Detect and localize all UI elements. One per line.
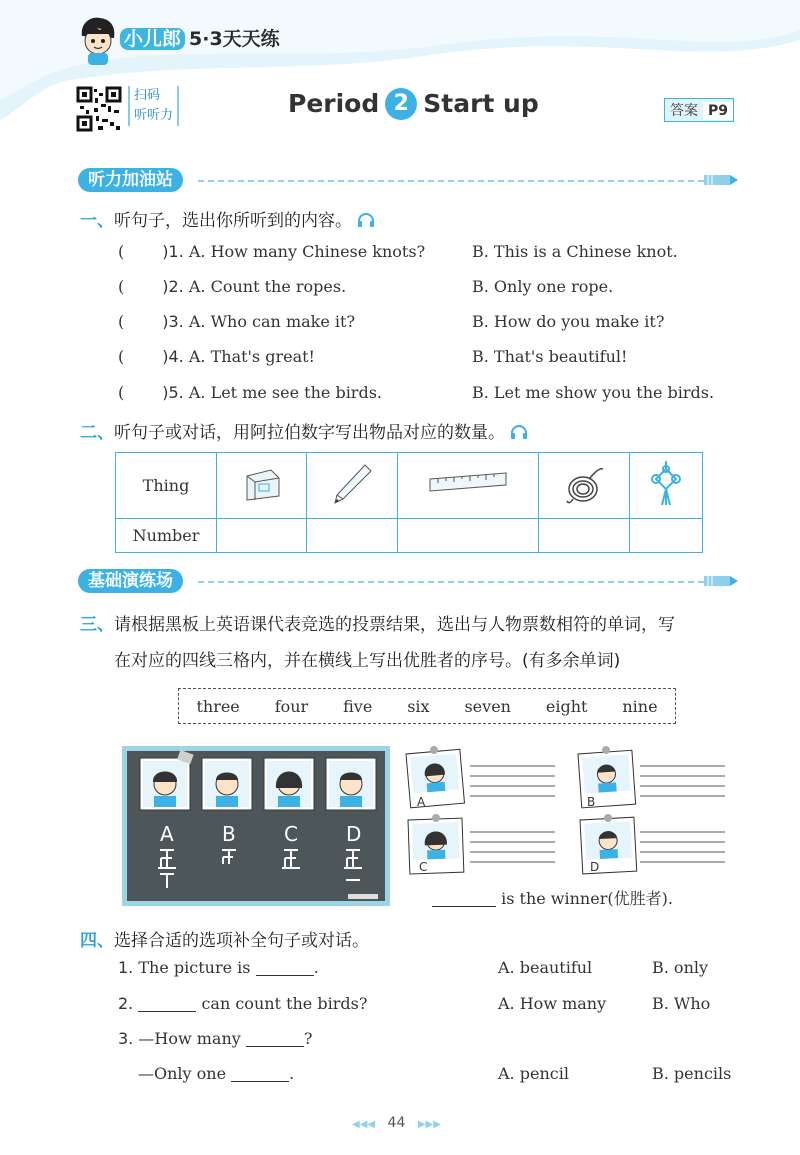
item-punct: ? bbox=[303, 1029, 313, 1048]
word-option[interactable]: five bbox=[343, 696, 373, 716]
paren-open: ( bbox=[118, 277, 125, 296]
section-divider bbox=[198, 180, 704, 182]
question-1-heading bbox=[80, 206, 375, 231]
page-number: 44 bbox=[387, 1115, 406, 1131]
headphone-icon[interactable] bbox=[357, 213, 375, 227]
option-a[interactable]: A. Let me see the birds. bbox=[188, 383, 382, 402]
question-2-heading bbox=[80, 418, 528, 443]
winner-line bbox=[432, 886, 673, 909]
qr-code-icon[interactable] bbox=[76, 86, 122, 132]
question-3-heading bbox=[80, 610, 675, 635]
option-a[interactable]: A. Count the ropes. bbox=[188, 277, 347, 296]
answer-blank[interactable] bbox=[256, 975, 314, 976]
scan-listen-label bbox=[128, 86, 179, 126]
chinese-knot-icon bbox=[646, 459, 686, 509]
row-label-number: Number bbox=[116, 519, 217, 553]
thing-pencil bbox=[307, 453, 397, 519]
ruler-icon bbox=[428, 469, 508, 499]
photo-label-c: C bbox=[419, 860, 428, 874]
photo-label-a: A bbox=[417, 795, 426, 809]
word-option[interactable]: six bbox=[407, 696, 430, 716]
item-number: )4. bbox=[162, 347, 184, 366]
item-number: )2. bbox=[162, 277, 184, 296]
number-cell[interactable] bbox=[307, 519, 397, 553]
page-title bbox=[288, 88, 539, 120]
option-b[interactable]: B. This is a Chinese knot. bbox=[472, 242, 678, 261]
pencil-tip-icon bbox=[704, 172, 738, 188]
answer-blank[interactable] bbox=[231, 1081, 289, 1082]
paren-open: ( bbox=[118, 242, 125, 261]
q4-item-1 bbox=[118, 958, 319, 977]
question-3-line2: 在对应的四线三格内，并在横线上写出优胜者的序号。(有多余单词) bbox=[114, 651, 621, 671]
word-option[interactable]: four bbox=[274, 696, 309, 716]
answer-blank[interactable] bbox=[246, 1046, 304, 1047]
number-cell[interactable] bbox=[539, 519, 629, 553]
board-label-d: D bbox=[346, 822, 362, 846]
paren-open: ( bbox=[118, 312, 125, 331]
number-cell[interactable] bbox=[217, 519, 307, 553]
pencil-icon bbox=[327, 459, 377, 509]
brand-title bbox=[120, 24, 280, 51]
option-a[interactable]: A. That's great! bbox=[188, 347, 315, 366]
question-text: 听句子或对话，用阿拉伯数字写出物品对应的数量。 bbox=[114, 423, 505, 443]
thing-chinese-knot bbox=[629, 453, 702, 519]
q4-1-option-b[interactable]: B. only bbox=[652, 958, 709, 977]
answer-blank[interactable] bbox=[138, 1011, 196, 1012]
board-label-a: A bbox=[160, 822, 174, 846]
scan-line2: 听听力 bbox=[134, 108, 174, 123]
q4-3-option-b[interactable]: B. pencils bbox=[652, 1064, 732, 1083]
thing-eraser bbox=[217, 453, 307, 519]
question-text: 选择合适的选项补全句子或对话。 bbox=[114, 931, 369, 951]
board-label-b: B bbox=[222, 822, 236, 846]
q4-item-3-reply bbox=[138, 1064, 294, 1083]
word-option[interactable]: eight bbox=[545, 696, 588, 716]
answer-ref[interactable] bbox=[664, 98, 734, 122]
footer-arrows-left: ◀◀◀ bbox=[352, 1119, 376, 1130]
pencil-tip-icon bbox=[704, 573, 738, 589]
item-number: 2. bbox=[118, 994, 134, 1013]
item-text: The picture is bbox=[138, 958, 251, 977]
item-punct: . bbox=[289, 1064, 295, 1083]
footer-arrows-right: ▶▶▶ bbox=[417, 1119, 441, 1130]
number-cell[interactable] bbox=[629, 519, 702, 553]
word-bank bbox=[178, 688, 676, 724]
board-label-c: C bbox=[284, 822, 298, 846]
item-text: —Only one bbox=[138, 1064, 227, 1083]
option-a[interactable]: A. How many Chinese knots? bbox=[188, 242, 426, 261]
winner-blank[interactable] bbox=[432, 906, 496, 907]
page-footer bbox=[352, 1115, 441, 1131]
pinned-photos bbox=[400, 744, 740, 880]
word-option[interactable]: three bbox=[196, 696, 240, 716]
item-number: )1. bbox=[162, 242, 184, 261]
brand-series: 5·3天天练 bbox=[189, 28, 280, 50]
item-text: can count the birds? bbox=[201, 994, 368, 1013]
title-topic: Start up bbox=[423, 89, 539, 118]
q1-item bbox=[118, 277, 346, 296]
eraser-icon bbox=[237, 464, 287, 504]
option-b[interactable]: B. Let me show you the birds. bbox=[472, 383, 715, 402]
option-a[interactable]: A. Who can make it? bbox=[188, 312, 356, 331]
item-number: )3. bbox=[162, 312, 184, 331]
title-period: Period bbox=[288, 89, 380, 118]
thing-ruler bbox=[397, 453, 539, 519]
things-table bbox=[115, 452, 703, 553]
scan-line1: 扫码 bbox=[134, 88, 161, 103]
photo-c bbox=[408, 814, 464, 874]
photo-label-b: B bbox=[587, 795, 596, 809]
photo-label-d: D bbox=[590, 860, 600, 874]
item-number: 1. bbox=[118, 958, 134, 977]
q4-item-3 bbox=[118, 1029, 312, 1048]
q1-item bbox=[118, 383, 382, 402]
option-b[interactable]: B. How do you make it? bbox=[472, 312, 665, 331]
q1-item bbox=[118, 347, 315, 366]
paren-open: ( bbox=[118, 383, 125, 402]
winner-text: is the winner(优胜者). bbox=[501, 889, 673, 908]
photo-d bbox=[580, 814, 637, 874]
number-cell[interactable] bbox=[397, 519, 539, 553]
option-b[interactable]: B. That's beautiful! bbox=[472, 347, 628, 366]
paren-open: ( bbox=[118, 347, 125, 366]
word-option[interactable]: nine bbox=[622, 696, 658, 716]
question-text: 听句子，选出你所听到的内容。 bbox=[114, 211, 352, 231]
brand-logo: 小儿郎 bbox=[120, 28, 185, 50]
q4-item-2 bbox=[118, 994, 367, 1013]
q4-3-option-a[interactable]: A. pencil bbox=[498, 1064, 569, 1083]
question-4-heading bbox=[80, 926, 369, 951]
mascot-icon bbox=[76, 16, 120, 66]
q4-2-option-b[interactable]: B. Who bbox=[652, 994, 711, 1013]
question-number: 三、 bbox=[80, 615, 114, 635]
answer-page: P9 bbox=[703, 102, 733, 120]
photo-a bbox=[406, 746, 465, 808]
period-number-badge: 2 bbox=[385, 88, 417, 120]
section-basics-pill: 基础演练场 bbox=[78, 569, 183, 593]
item-punct: . bbox=[313, 958, 319, 977]
word-option[interactable]: seven bbox=[464, 696, 511, 716]
question-number: 二、 bbox=[80, 423, 114, 443]
section-listening-pill: 听力加油站 bbox=[78, 168, 183, 192]
question-number: 四、 bbox=[80, 931, 114, 951]
thing-rope bbox=[539, 453, 629, 519]
q1-item bbox=[118, 312, 355, 331]
option-b[interactable]: B. Only one rope. bbox=[472, 277, 614, 296]
item-number: )5. bbox=[162, 383, 184, 402]
question-text-line1: 请根据黑板上英语课代表竞选的投票结果，选出与人物票数相符的单词，写 bbox=[114, 615, 675, 635]
headphone-icon[interactable] bbox=[510, 425, 528, 439]
q4-2-option-a[interactable]: A. How many bbox=[498, 994, 607, 1013]
question-number: 一、 bbox=[80, 211, 114, 231]
item-number: 3. bbox=[118, 1029, 134, 1048]
rope-coil-icon bbox=[559, 459, 609, 509]
row-label-thing: Thing bbox=[116, 453, 217, 519]
item-text: —How many bbox=[138, 1029, 241, 1048]
q4-1-option-a[interactable]: A. beautiful bbox=[498, 958, 593, 977]
q1-item bbox=[118, 242, 425, 261]
section-divider bbox=[198, 581, 704, 583]
answer-label: 答案 bbox=[670, 103, 698, 119]
